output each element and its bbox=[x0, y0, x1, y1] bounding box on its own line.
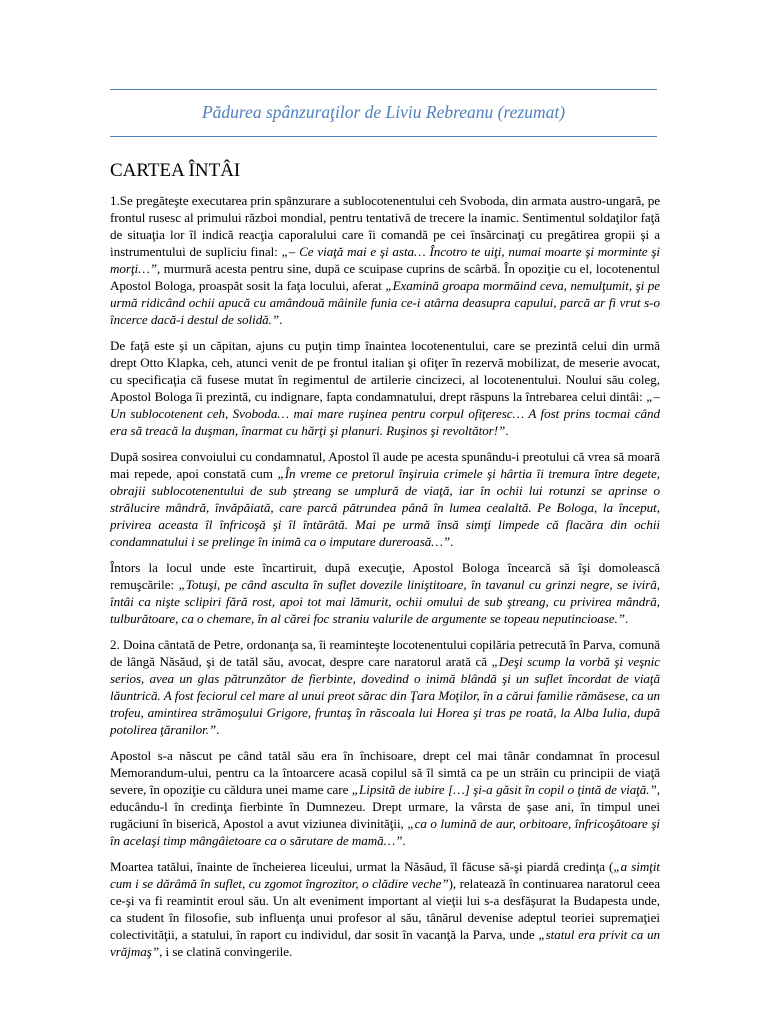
paragraph-2: De faţă este şi un căpitan, ajuns cu puţin timp înaintea locotenentului, care se prezintă celui din urmă drept Otto Klapka, ceh, atunci venit de pe frontul italian şi ofiţer în rezervă mobilizat, de meserie avocat, cu specificaţia că fusese mutat în regimentul de artilerie cincizeci, al locotenentului. Noului său coleg, Apostol Bologa îi prezintă, cu indignare, fapta condamnatului, drept răspuns la întrebarea celui dintâi: „– Un sublocotenent ceh, Svoboda… mai mare ruşinea pentru corpul ofiţeresc… A fost prins tocmai când era să treacă la duşman, înarmat cu hărţi şi planuri. Ruşinos şi revoltător!”. bbox=[110, 338, 660, 438]
title-rule-bottom bbox=[110, 136, 657, 137]
paragraph-6: Apostol s-a născut pe când tatăl său era în închisoare, drept cel mai tânăr condamnat în procesul Memorandum-ului, pentru ca la întoarcere acasă copilul să îl simtă ca pe un străin cu principii de viaţă severe, în opoziţie cu căldura unei mame care „Lipsită de iubire […] şi-a găsit în copil o ţintă de viaţă.”, educându-l în credinţa fierbinte în Dumnezeu. Drept urmare, la vârsta de şase ani, în timpul unei rugăciuni în biserică, Apostol a avut viziunea divinităţii, „ca o lumină de aur, orbitoare, înfricoşătoare şi în acelaşi timp mângâietoare ca o sărutare de mamă…”. bbox=[110, 748, 660, 848]
quote: „Deşi scump la vorbă şi veşnic serios, avea un glas pătrunzător de fierbinte, dovedind o inimă blândă şi un suflet încordat de viaţă lăuntrică. A fost feciorul cel mare al unui preot sărac din Ţara Moţilor, în a cărui familie rămăsese, ca un trofeu, amintirea strămoşului Grigore, fruntaş în răscoala lui Horea şi tras pe roată, la Alba Iulia, după potolirea ţăranilor.” bbox=[110, 654, 660, 737]
paragraph-3: După sosirea convoiului cu condamnatul, Apostol îl aude pe acesta spunându-i preotului că vrea să moară mai repede, apoi constată cum „În vreme ce pretorul înşiruia crimele şi hârtia îi tremura între degete, obrajii sublocotenentului de sub ştreang se umplură de viaţă, iar în ochii lui rotunzi se aprinse o strălucire mândră, învăpăiată, care parcă pătrundea până în lumea cealaltă. Pe Bologa, la început, privirea aceasta îl înfricoşă şi îl întărâtă. Mai pe urmă însă simţi limpede că flacăra din ochii condamnatului i se prelinge în inimă ca o imputare dureroasă…”. bbox=[110, 449, 660, 549]
quote: „– Ce viaţă mai e şi asta… Încotro te uiţi, numai moarte şi morminte şi morţi…” bbox=[110, 244, 660, 276]
paragraph-5: 2. Doina cântată de Petre, ordonanţa sa, îi reaminteşte locotenentului copilăria petrecută în Parva, comună de lângă Năsăud, şi de tatăl său, avocat, despre care naratorul arată că „Deşi scump la vorbă şi veşnic serios, avea un glas pătrunzător de fierbinte, dovedind o inimă blândă şi un suflet încordat de viaţă lăuntrică. A fost feciorul cel mare al unui preot sărac din Ţara Moţilor, în a cărui familie rămăsese, ca un trofeu, amintirea strămoşului Grigore, fruntaş în răscoala lui Horea şi tras pe roată, la Alba Iulia, după potolirea ţăranilor.”. bbox=[110, 637, 660, 737]
quote: „statul era privit ca un vrăjmaş” bbox=[110, 927, 660, 959]
document-body bbox=[110, 192, 660, 969]
quote: „În vreme ce pretorul înşiruia crimele şi hârtia îi tremura între degete, obrajii sublocotenentului de sub ştreang se umplură de viaţă, iar în ochii lui rotunzi se aprinse o strălucire mândră, învăpăiată, care parcă pătrundea până în lumea cealaltă. Pe Bologa, la început, privirea aceasta îl înfricoşă şi îl întărâtă. Mai pe urmă însă simţi limpede că flacăra din ochii condamnatului i se prelinge în inimă ca o imputare dureroasă…” bbox=[110, 466, 660, 549]
document-title: Pădurea spânzuraţilor de Liviu Rebreanu (rezumat) bbox=[201, 102, 566, 122]
quote: „Examină groapa mormăind ceva, nemulţumit, şi pe urmă ridicând ochii apucă cu amândouă mâinile funia ce-i atârna deasupra capului, parcă ar fi vrut s-o încerce dacă-i destul de solidă.” bbox=[110, 278, 660, 327]
quote: „a simţit cum i se dărâmă în suflet, cu zgomot îngrozitor, o clădire veche” bbox=[110, 859, 660, 891]
quote: „– Un sublocotenent ceh, Svoboda… mai mare ruşinea pentru corpul ofiţeresc… A fost prins tocmai când era să treacă la duşman, înarmat cu hărţi şi planuri. Ruşinos şi revoltător!” bbox=[110, 389, 660, 438]
paragraph-7: Moartea tatălui, înainte de încheierea liceului, urmat la Năsăud, îl făcuse să-şi piardă credinţa („a simţit cum i se dărâmă în suflet, cu zgomot îngrozitor, o clădire veche”), relatează în continuarea naratorul ceea ce-şi va fi reamintit eroul său. Un alt eveniment important al vieţii lui s-a desfăşurat la Budapesta unde, ca student în filosofie, sub influenţa unui profesor al său, tânărul devenise adeptul teoriei supremaţiei colectivităţii, a statului, în raport cu individul, dar sosit în vacanţă la Parva, unde „statul era privit ca un vrăjmaş”, i se clatină convingerile. bbox=[110, 859, 660, 959]
paragraph-1: 1.Se pregăteşte executarea prin spânzurare a sublocotenentului ceh Svoboda, din armata austro-ungară, pe frontul rusesc al primului război mondial, pentru tentativă de trecere la inamic. Sentimentul soldaţilor faţă de situaţia lor îl indică reacţia caporalului care îi comandă pe cei însărcinaţi cu pregătirea gropii şi a instrumentului de supliciu final: „– Ce viaţă mai e şi asta… Încotro te uiţi, numai moarte şi morminte şi morţi…”, murmură acesta pentru sine, după ce scuipase cuprins de scârbă. În opoziţie cu el, locotenentul Apostol Bologa, proaspăt sosit la faţa locului, aferat „Examină groapa mormăind ceva, nemulţumit, şi pe urmă ridicând ochii apucă cu amândouă mâinile funia ce-i atârna deasupra capului, parcă ar fi vrut s-o încerce dacă-i destul de solidă.”. bbox=[110, 193, 660, 327]
quote: „Lipsită de iubire […] şi-a găsit în copil o ţintă de viaţă.” bbox=[351, 782, 657, 797]
quote: „ca o lumină de aur, orbitoare, înfricoşătoare şi în acelaşi timp mângâietoare ca o sărutare de mamă…” bbox=[110, 816, 660, 848]
paragraph-4: Întors la locul unde este încartiruit, după execuţie, Apostol Bologa încearcă să îşi domolească remuşcările: „Totuşi, pe când asculta în suflet dovezile liniştitoare, în tavanul cu grinzi negre, se iviră, întâi ca nişte sclipiri fără rost, apoi tot mai lămurit, ochii omului de sub ştreang, cu privirea mândră, tulburătoare, ca o chemare, în al cărei foc straniu valurile de argumente se topeau neputincioase.”. bbox=[110, 560, 660, 626]
quote: „Totuşi, pe când asculta în suflet dovezile liniştitoare, în tavanul cu grinzi negre, se iviră, întâi ca nişte sclipiri fără rost, apoi tot mai lămurit, ochii omului de sub ştreang, cu privirea mândră, tulburătoare, ca o chemare, în al cărei foc straniu valurile de argumente se topeau neputincioase.” bbox=[110, 577, 660, 626]
title-rule-top bbox=[110, 89, 657, 90]
chapter-heading: CARTEA ÎNTÂI bbox=[110, 160, 241, 181]
